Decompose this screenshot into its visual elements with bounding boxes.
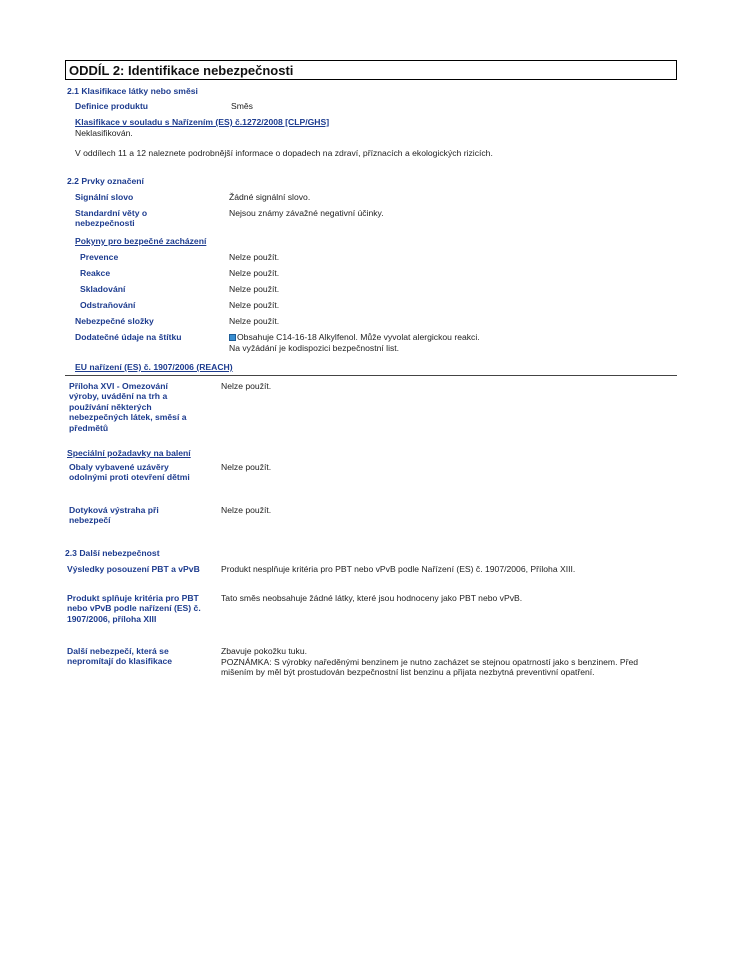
section-header-box <box>65 60 677 80</box>
link-precautionary-statements[interactable]: Pokyny pro bezpečné zacházení <box>75 236 207 246</box>
label-child-resistant: Obaly vybavené uzávěry odolnými proti otevření dětmi <box>69 462 190 483</box>
label-storage: Skladování <box>80 284 126 294</box>
value-supplemental-line2: Na vyžádání je kodispozici bezpečnostní list. <box>229 343 400 353</box>
label-supplemental-label: Dodatečné údaje na štítku <box>75 332 182 342</box>
value-product-definition: Směs <box>231 101 253 111</box>
label-hazard-statements: Standardní věty o nebezpečnosti <box>75 208 148 229</box>
value-response: Nelze použít. <box>229 268 280 278</box>
link-clp-classification[interactable]: Klasifikace v souladu s Nařízením (ES) č.1272/2008 [CLP/GHS] <box>75 117 330 127</box>
label-disposal: Odstraňování <box>80 300 136 310</box>
value-other-hazards-2: POZNÁMKA: S výrobky naředěnými benzinem je nutno zacházet se stejnou opatrností jako s benzinem. Před mišením by měl být prostudován bezpečnostní list benzinu a přijata nezbytná preventivní opatření. <box>221 657 639 678</box>
value-signal-word: Žádné signální slovo. <box>229 192 311 202</box>
value-storage: Nelze použít. <box>229 284 280 294</box>
label-hazardous-components: Nebezpečné složky <box>75 316 154 326</box>
label-tactile-warning: Dotyková výstraha při nebezpečí <box>69 505 159 526</box>
divider <box>65 375 677 376</box>
value-supplemental-line1: Obsahuje C14-16-18 Alkylfenol. Může vyvolat alergickou reakci. <box>229 332 480 342</box>
heading-2-2: 2.2 Prvky označení <box>67 176 144 186</box>
label-product-definition: Definice produktu <box>75 101 149 111</box>
label-other-hazards: Další nebezpečí, která se nepromítají do klasifikace <box>67 646 173 667</box>
note-sections-11-12: V oddílech 11 a 12 naleznete podrobnější informace o dopadech na zdraví, příznacích a ekologických rizicích. <box>75 148 493 158</box>
label-prevention: Prevence <box>80 252 119 262</box>
value-pbt-assessment: Produkt nesplňuje kritéria pro PBT nebo vPvB podle Nařízení (ES) č. 1907/2006, Příloha XIII. <box>221 564 576 574</box>
value-other-hazards-1: Zbavuje pokožku tuku. <box>221 646 307 656</box>
label-signal-word: Signální slovo <box>75 192 134 202</box>
value-annex-xvi: Nelze použít. <box>221 381 272 391</box>
label-response: Reakce <box>80 268 111 278</box>
value-disposal: Nelze použít. <box>229 300 280 310</box>
label-pbt-criteria: Produkt splňuje kritéria pro PBT nebo vPvB podle nařízení (ES) č. 1907/2006, příloha XIII <box>67 593 201 624</box>
link-reach-regulation[interactable]: EU nařízení (ES) č. 1907/2006 (REACH) <box>75 362 233 372</box>
value-hazard-statements: Nejsou známy závažné negativní účinky. <box>229 208 384 218</box>
value-child-resistant: Nelze použít. <box>221 462 272 472</box>
heading-2-3: 2.3 Další nebezpečnost <box>65 548 160 558</box>
value-pbt-criteria: Tato směs neobsahuje žádné látky, které jsou hodnoceny jako PBT nebo vPvB. <box>221 593 523 603</box>
comment-marker-icon[interactable] <box>229 334 236 341</box>
section-title: ODDÍL 2: Identifikace nebezpečnosti <box>69 63 294 78</box>
value-tactile-warning: Nelze použít. <box>221 505 272 515</box>
value-prevention: Nelze použít. <box>229 252 280 262</box>
heading-2-1: 2.1 Klasifikace látky nebo směsi <box>67 86 198 96</box>
value-classification: Neklasifikován. <box>75 128 133 138</box>
label-annex-xvi: Příloha XVI - Omezování výroby, uvádění na trh a používání některých nebezpečných látek, směsí a předmětů <box>69 381 187 433</box>
value-hazardous-components: Nelze použít. <box>229 316 280 326</box>
label-pbt-assessment: Výsledky posouzení PBT a vPvB <box>67 564 200 574</box>
link-special-packaging[interactable]: Speciální požadavky na balení <box>67 448 191 458</box>
